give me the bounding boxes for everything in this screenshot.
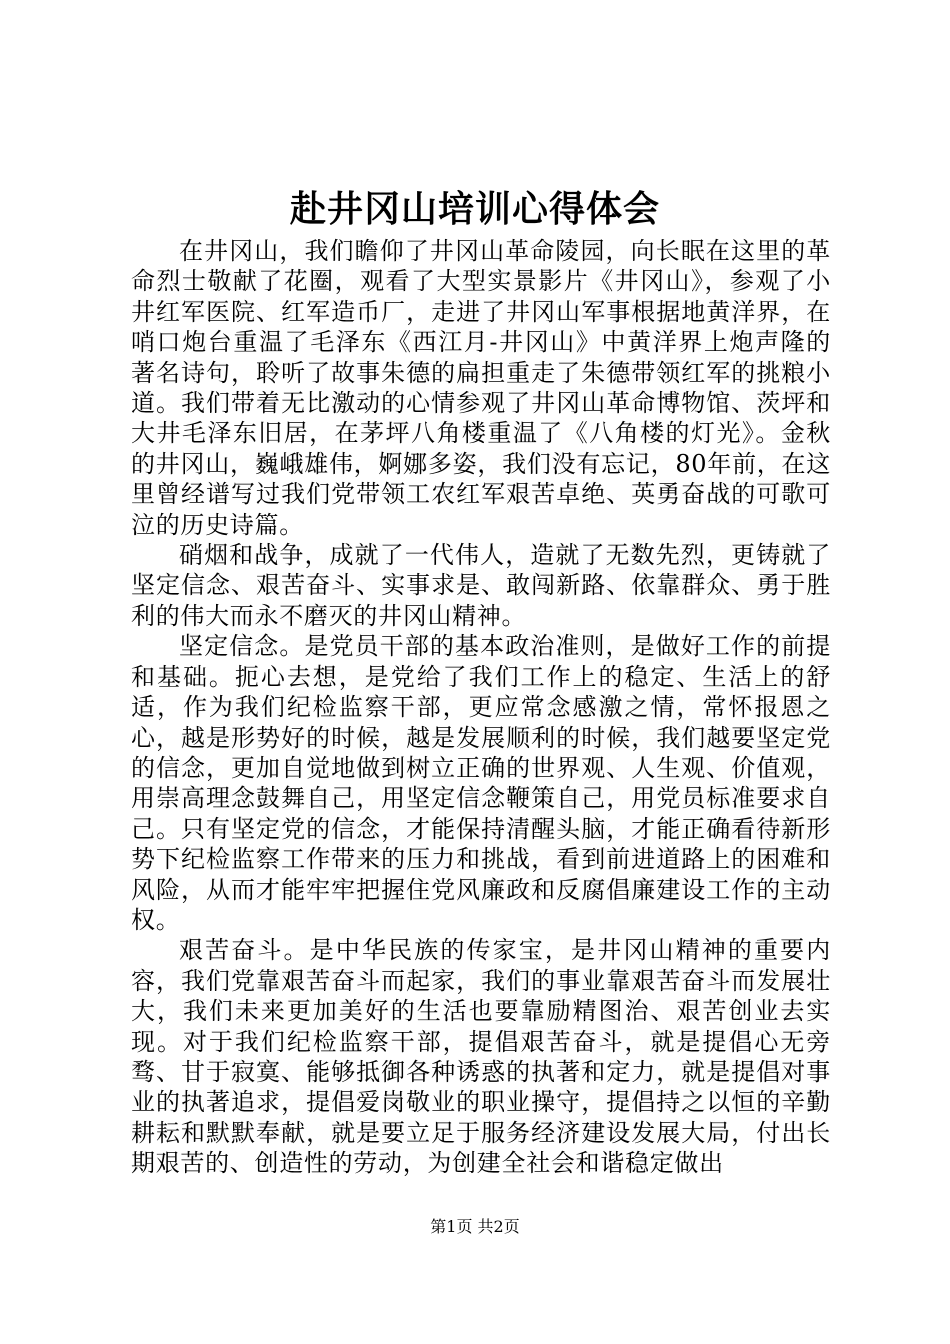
paragraph-2: 硝烟和战争，成就了一代伟人，造就了无数先烈，更铸就了坚定信念、艰苦奋斗、实事求是、敢闯新路、依靠群众、勇于胜利的伟大而永不磨灭的井冈山精神。 bbox=[131, 541, 831, 630]
paragraph-4: 艰苦奋斗。是中华民族的传家宝，是井冈山精神的重要内容，我们党靠艰苦奋斗而起家，我们的事业靠艰苦奋斗而发展壮大，我们未来更加美好的生活也要靠励精图治、艰苦创业去实现。对于我们纪检监察干部，提倡艰苦奋斗，就是提倡心无旁骛、甘于寂寞、能够抵御各种诱惑的执著和定力，就是提倡对事业的执著追求，提倡爱岗敬业的职业操守，提倡持之以恒的辛勤耕耘和默默奉献，就是要立足于服务经济建设发展大局，付出长期艰苦的、创造性的劳动，为创建全社会和谐稳定做出 bbox=[131, 936, 831, 1178]
paragraph-1: 在井冈山，我们瞻仰了井冈山革命陵园，向长眠在这里的革命烈士敬献了花圈，观看了大型实景影片《井冈山》，参观了小井红军医院、红军造币厂，走进了井冈山军事根据地黄洋界，在哨口炮台重温了毛泽东《西江月-井冈山》中黄洋界上炮声隆的著名诗句，聆听了故事朱德的扁担重走了朱德带领红军的挑粮小道。我们带着无比激动的心情参观了井冈山革命博物馆、茨坪和大井毛泽东旧居，在茅坪八角楼重温了《八角楼的灯光》。金秋的井冈山，巍峨雄伟，婀娜多姿，我们没有忘记，80年前，在这里曾经谱写过我们党带领工农红军艰苦卓绝、英勇奋战的可歌可泣的历史诗篇。 bbox=[131, 237, 831, 539]
document-body bbox=[131, 236, 831, 1179]
page-number-footer: 第1页 共2页 bbox=[430, 1217, 520, 1236]
document-title: 赴井冈山培训心得体会 bbox=[289, 188, 660, 230]
paragraph-3: 坚定信念。是党员干部的基本政治准则，是做好工作的前提和基础。扼心去想，是党给了我们工作上的稳定、生活上的舒适，作为我们纪检监察干部，更应常念感激之情，常怀报恩之心，越是形势好的时候，越是发展顺利的时候，我们越要坚定党的信念，更加自觉地做到树立正确的世界观、人生观、价值观，用崇高理念鼓舞自己，用坚定信念鞭策自己，用党员标准要求自己。只有坚定党的信念，才能保持清醒头脑，才能正确看待新形势下纪检监察工作带来的压力和挑战，看到前进道路上的困难和风险，从而才能牢牢把握住党风廉政和反腐倡廉建设工作的主动权。 bbox=[131, 632, 831, 934]
